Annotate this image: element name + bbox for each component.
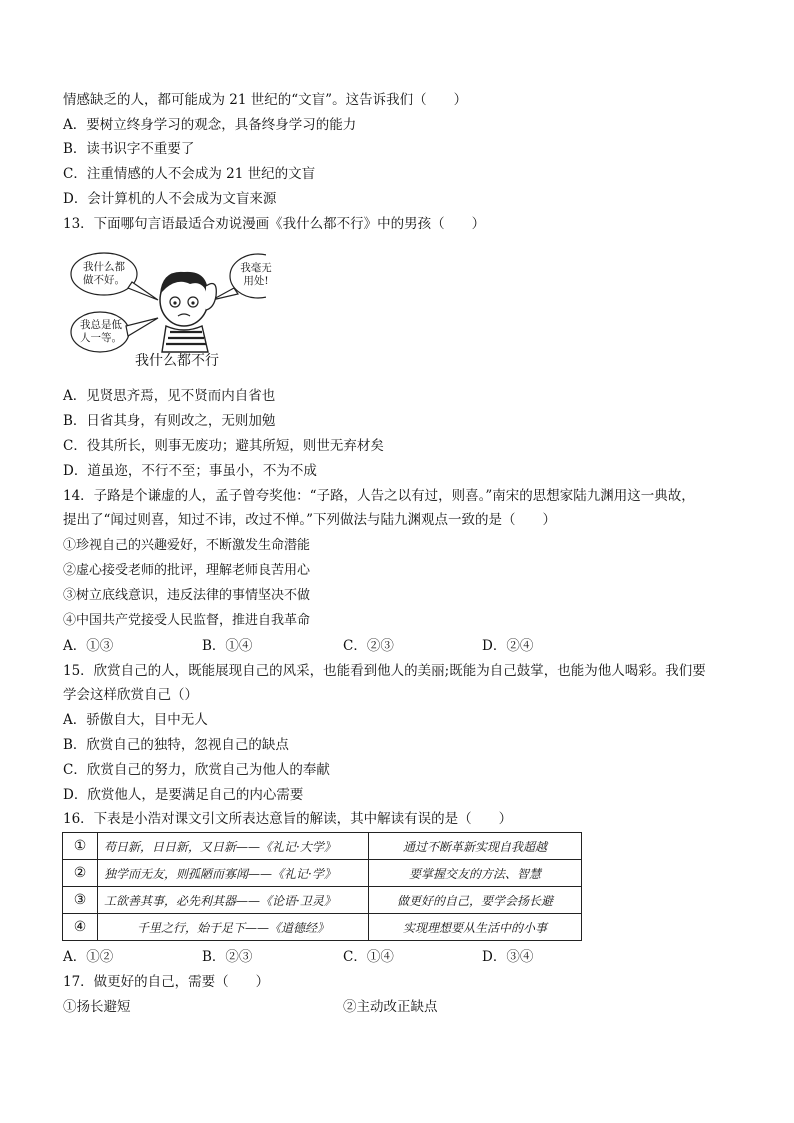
q15-option-b: B．欣赏自己的独特，忽视自己的缺点 xyxy=(63,737,289,753)
table-cell-interpretation: 做更好的自己，要学会扬长避 xyxy=(369,887,582,914)
q14-option-a: A．①③ xyxy=(63,638,114,654)
q15-option-a: A．骄傲自大，目中无人 xyxy=(63,712,208,728)
q13-option-a: A．见贤思齐焉，见不贤而内自省也 xyxy=(63,388,276,404)
q14-item-3: ③树立底线意识，违反法律的事情坚决不做 xyxy=(63,588,311,603)
q15-option-d: D．欣赏他人，是要满足自己的内心需要 xyxy=(63,787,304,803)
q14-option-c: C．②③ xyxy=(343,638,394,654)
q15-stem-line1: 15．欣赏自己的人，既能展现自己的风采，也能看到他人的美丽;既能为自己鼓掌，也能为他人喝彩。我们要 xyxy=(63,663,706,679)
q13-option-c: C．役其所长，则事无废功；避其所短，则世无弃材矣 xyxy=(63,438,384,454)
table-cell-interpretation: 要掌握交友的方法、智慧 xyxy=(369,860,582,887)
q14-option-d: D．②④ xyxy=(482,638,534,654)
q13-option-d: D．道虽迩，不行不至；事虽小，不为不成 xyxy=(63,463,317,479)
q17-stem: 17．做更好的自己，需要（ ） xyxy=(63,974,270,990)
q15-stem-line2: 学会这样欣赏自己（） xyxy=(63,687,198,703)
q12-option-a: A．要树立终身学习的观念，具备终身学习的能力 xyxy=(63,117,357,133)
q12-option-d: D．会计算机的人不会成为文盲来源 xyxy=(63,191,277,207)
table-cell-quote: 千里之行，始于足下——《道德经》 xyxy=(98,914,369,941)
q14-item-4: ④中国共产党接受人民监督，推进自我革命 xyxy=(63,613,311,628)
table-row xyxy=(63,887,582,914)
table-cell-quote: 苟日新，日日新，又日新——《礼记·大学》 xyxy=(98,833,369,860)
q16-option-d: D．③④ xyxy=(482,949,534,965)
table-row xyxy=(63,833,582,860)
q12-option-b: B．读书识字不重要了 xyxy=(63,141,195,157)
q14-stem-line2: 提出了“闻过则喜，知过不讳，改过不惮。”下列做法与陆九渊观点一致的是（ ） xyxy=(63,512,557,528)
q14-option-b: B．①④ xyxy=(202,638,253,654)
bubble-left-bottom-text: 我总是低人一等。 xyxy=(80,319,122,344)
q16-option-b: B．②③ xyxy=(202,949,253,965)
q15-option-c: C．欣赏自己的努力，欣赏自己为他人的奉献 xyxy=(63,762,330,778)
q13-option-b: B．日省其身，有则改之，无则加勉 xyxy=(63,413,276,429)
table-cell-num: ① xyxy=(63,833,98,860)
q17-item-1: ①扬长避短 xyxy=(63,999,131,1015)
table-cell-num: ② xyxy=(63,860,98,887)
q17-item-2: ②主动改正缺点 xyxy=(343,999,438,1015)
q16-stem: 16．下表是小浩对课文引文所表达意旨的解读，其中解读有误的是（ ） xyxy=(63,811,513,827)
q12-stem: 情感缺乏的人，都可能成为 21 世纪的“文盲”。这告诉我们（ ） xyxy=(63,92,468,108)
table-cell-num: ③ xyxy=(63,887,98,914)
q14-item-2: ②虚心接受老师的批评，理解老师良苦用心 xyxy=(63,563,311,578)
q16-option-a: A．①② xyxy=(63,949,114,965)
bubble-left-top-text: 我什么都做不好。 xyxy=(83,261,125,286)
table-cell-quote: 独学而无友，则孤陋而寡闻——《礼记·学》 xyxy=(98,860,369,887)
q16-option-c: C．①④ xyxy=(343,949,394,965)
q13-stem: 13．下面哪句言语最适合劝说漫画《我什么都不行》中的男孩（ ） xyxy=(63,216,486,232)
table-cell-interpretation: 实现理想要从生活中的小事 xyxy=(369,914,582,941)
table-cell-quote: 工欲善其事，必先利其器——《论语·卫灵》 xyxy=(98,887,369,914)
table-cell-interpretation: 通过不断革新实现自我超越 xyxy=(369,833,582,860)
bubble-right-text: 我毫无用处! xyxy=(240,262,272,287)
quote-interpretation-table xyxy=(62,832,582,941)
q14-item-1: ①珍视自己的兴趣爱好，不断激发生命潜能 xyxy=(63,538,311,553)
q14-stem-line1: 14．子路是个谦虚的人，孟子曾夸奖他：“子路，人告之以有过，则喜。”南宋的思想家陆九渊用这一典故， xyxy=(63,488,695,504)
table-cell-num: ④ xyxy=(63,914,98,941)
comic-caption: 我什么都不行 xyxy=(135,353,219,369)
table-row xyxy=(63,860,582,887)
table-row xyxy=(63,914,582,941)
q12-option-c: C．注重情感的人不会成为 21 世纪的文盲 xyxy=(63,166,316,182)
